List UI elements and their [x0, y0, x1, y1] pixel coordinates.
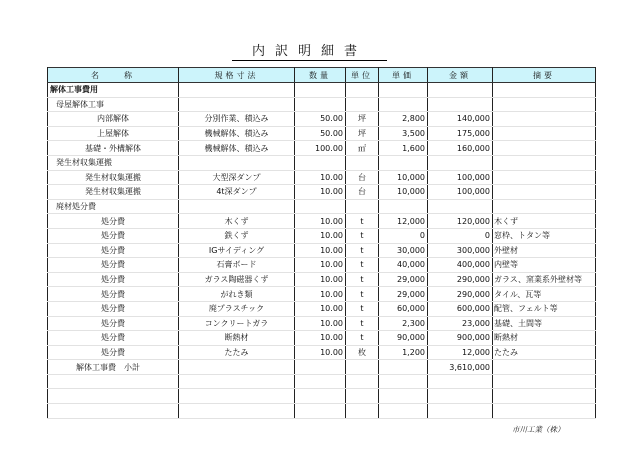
item-name-cell: 処分費	[48, 228, 179, 243]
col-header-amount: 金額	[428, 68, 493, 83]
spec-cell: 廃プラスチック	[179, 301, 295, 316]
quantity-cell	[295, 199, 346, 214]
unit-cell	[346, 155, 379, 170]
item-name-cell: 処分費	[48, 331, 179, 346]
amount-cell	[428, 97, 493, 112]
remarks-cell	[493, 126, 596, 141]
unit-price-cell: 12,000	[379, 214, 428, 229]
unit-price-cell: 3,500	[379, 126, 428, 141]
item-name-cell: 解体工事費用	[48, 83, 179, 98]
remarks-cell: 断熱材	[493, 331, 596, 346]
col-header-name: 名 称	[48, 68, 179, 83]
item-name-cell: 発生材収集運搬	[48, 185, 179, 200]
quantity-cell: 10.00	[295, 287, 346, 302]
table-row	[48, 214, 596, 229]
remarks-cell: 木くず	[493, 214, 596, 229]
table-row	[48, 374, 596, 389]
unit-price-cell: 10,000	[379, 170, 428, 185]
remarks-cell	[493, 360, 596, 375]
item-name-cell	[48, 404, 179, 419]
unit-cell: t	[346, 272, 379, 287]
unit-price-cell: 30,000	[379, 243, 428, 258]
remarks-cell: 窓枠、トタン等	[493, 228, 596, 243]
unit-cell	[346, 360, 379, 375]
amount-cell: 12,000	[428, 345, 493, 360]
amount-cell: 600,000	[428, 301, 493, 316]
unit-price-cell: 2,300	[379, 316, 428, 331]
table-row	[48, 83, 596, 98]
unit-cell	[346, 374, 379, 389]
spec-cell: たたみ	[179, 345, 295, 360]
table-row	[48, 199, 596, 214]
spec-cell	[179, 360, 295, 375]
table-row	[48, 345, 596, 360]
unit-price-cell	[379, 404, 428, 419]
spec-cell: 機械解体、積込み	[179, 141, 295, 156]
spec-cell: 木くず	[179, 214, 295, 229]
item-name-cell: 処分費	[48, 214, 179, 229]
item-name-cell: 処分費	[48, 258, 179, 273]
amount-cell: 900,000	[428, 331, 493, 346]
unit-price-cell	[379, 97, 428, 112]
spec-cell: コンクリートガラ	[179, 316, 295, 331]
table-row	[48, 243, 596, 258]
unit-cell: 台	[346, 170, 379, 185]
unit-price-cell: 10,000	[379, 185, 428, 200]
amount-cell	[428, 389, 493, 404]
amount-cell: 290,000	[428, 287, 493, 302]
unit-cell	[346, 389, 379, 404]
unit-cell	[346, 199, 379, 214]
document-title: 内訳明細書	[232, 40, 387, 61]
unit-price-cell: 0	[379, 228, 428, 243]
unit-cell: 坪	[346, 112, 379, 127]
company-name: 市川工業（株）	[512, 425, 565, 434]
unit-price-cell: 1,200	[379, 345, 428, 360]
spec-cell: 大型深ダンプ	[179, 170, 295, 185]
table-row	[48, 97, 596, 112]
unit-price-cell: 40,000	[379, 258, 428, 273]
quantity-cell: 10.00	[295, 272, 346, 287]
remarks-cell	[493, 170, 596, 185]
item-name-cell	[48, 389, 179, 404]
amount-cell: 3,610,000	[428, 360, 493, 375]
spec-cell: IGサイディング	[179, 243, 295, 258]
item-name-cell: 処分費	[48, 301, 179, 316]
header-row	[48, 68, 596, 83]
quantity-cell: 10.00	[295, 243, 346, 258]
unit-cell: t	[346, 243, 379, 258]
spec-cell: がれき類	[179, 287, 295, 302]
item-name-cell: 処分費	[48, 272, 179, 287]
amount-cell: 120,000	[428, 214, 493, 229]
quantity-cell: 50.00	[295, 112, 346, 127]
spec-cell: 鉄くず	[179, 228, 295, 243]
unit-cell	[346, 97, 379, 112]
item-name-cell: 発生材収集運搬	[48, 170, 179, 185]
col-header-qty: 数量	[295, 68, 346, 83]
spec-cell: 断熱材	[179, 331, 295, 346]
amount-cell	[428, 83, 493, 98]
table-row	[48, 360, 596, 375]
remarks-cell: 配管、フェルト等	[493, 301, 596, 316]
spec-cell	[179, 389, 295, 404]
item-name-cell: 母屋解体工事	[48, 97, 179, 112]
quantity-cell	[295, 97, 346, 112]
quantity-cell: 10.00	[295, 258, 346, 273]
amount-cell: 140,000	[428, 112, 493, 127]
unit-price-cell	[379, 389, 428, 404]
breakdown-table	[47, 67, 596, 419]
amount-cell: 400,000	[428, 258, 493, 273]
item-name-cell: 廃材処分費	[48, 199, 179, 214]
quantity-cell: 10.00	[295, 185, 346, 200]
unit-price-cell	[379, 83, 428, 98]
spec-cell	[179, 199, 295, 214]
spec-cell: 石膏ボード	[179, 258, 295, 273]
table-row	[48, 404, 596, 419]
unit-cell: t	[346, 214, 379, 229]
remarks-cell	[493, 155, 596, 170]
remarks-cell	[493, 97, 596, 112]
quantity-cell: 10.00	[295, 345, 346, 360]
item-name-cell: 処分費	[48, 345, 179, 360]
item-name-cell: 発生材収集運搬	[48, 155, 179, 170]
unit-cell	[346, 404, 379, 419]
remarks-cell	[493, 141, 596, 156]
spec-cell: 分別作業、積込み	[179, 112, 295, 127]
quantity-cell	[295, 360, 346, 375]
remarks-cell: ガラス、窯業系外壁材等	[493, 272, 596, 287]
remarks-cell	[493, 185, 596, 200]
table-row	[48, 185, 596, 200]
unit-cell: 坪	[346, 126, 379, 141]
remarks-cell	[493, 112, 596, 127]
quantity-cell: 100.00	[295, 141, 346, 156]
quantity-cell	[295, 374, 346, 389]
table-row	[48, 316, 596, 331]
quantity-cell: 50.00	[295, 126, 346, 141]
spec-cell: ガラス陶磁器くず	[179, 272, 295, 287]
unit-cell: 枚	[346, 345, 379, 360]
table-row	[48, 228, 596, 243]
unit-price-cell: 1,600	[379, 141, 428, 156]
unit-price-cell	[379, 360, 428, 375]
table-row	[48, 287, 596, 302]
amount-cell: 175,000	[428, 126, 493, 141]
item-name-cell: 処分費	[48, 243, 179, 258]
table-row	[48, 331, 596, 346]
amount-cell	[428, 374, 493, 389]
spec-cell	[179, 97, 295, 112]
col-header-spec: 規格寸法	[179, 68, 295, 83]
remarks-cell: 外壁材	[493, 243, 596, 258]
col-header-price: 単価	[379, 68, 428, 83]
spec-cell	[179, 83, 295, 98]
unit-price-cell: 29,000	[379, 272, 428, 287]
quantity-cell	[295, 83, 346, 98]
unit-cell: 台	[346, 185, 379, 200]
spec-cell: 機械解体、積込み	[179, 126, 295, 141]
amount-cell: 160,000	[428, 141, 493, 156]
item-name-cell: 内部解体	[48, 112, 179, 127]
remarks-cell	[493, 83, 596, 98]
spec-cell	[179, 404, 295, 419]
item-name-cell: 処分費	[48, 287, 179, 302]
unit-price-cell	[379, 155, 428, 170]
remarks-cell	[493, 404, 596, 419]
table-row	[48, 112, 596, 127]
quantity-cell: 10.00	[295, 170, 346, 185]
table-row	[48, 141, 596, 156]
table-row	[48, 126, 596, 141]
remarks-cell	[493, 374, 596, 389]
table-row	[48, 155, 596, 170]
spec-cell	[179, 155, 295, 170]
col-header-unit: 単位	[346, 68, 379, 83]
amount-cell	[428, 404, 493, 419]
unit-cell: t	[346, 301, 379, 316]
remarks-cell	[493, 389, 596, 404]
remarks-cell: 基礎、土間等	[493, 316, 596, 331]
table-row	[48, 389, 596, 404]
unit-price-cell: 90,000	[379, 331, 428, 346]
unit-cell: ㎡	[346, 141, 379, 156]
quantity-cell: 10.00	[295, 331, 346, 346]
spec-cell: 4t深ダンプ	[179, 185, 295, 200]
spec-cell	[179, 374, 295, 389]
amount-cell: 100,000	[428, 185, 493, 200]
quantity-cell	[295, 404, 346, 419]
table-row	[48, 170, 596, 185]
amount-cell: 290,000	[428, 272, 493, 287]
unit-price-cell: 29,000	[379, 287, 428, 302]
remarks-cell: たたみ	[493, 345, 596, 360]
unit-cell: t	[346, 287, 379, 302]
table-row	[48, 258, 596, 273]
quantity-cell: 10.00	[295, 228, 346, 243]
quantity-cell	[295, 389, 346, 404]
col-header-remarks: 摘要	[493, 68, 596, 83]
amount-cell	[428, 199, 493, 214]
unit-cell	[346, 83, 379, 98]
item-name-cell: 解体工事費 小計	[48, 360, 179, 375]
quantity-cell: 10.00	[295, 316, 346, 331]
item-name-cell	[48, 374, 179, 389]
quantity-cell	[295, 155, 346, 170]
amount-cell	[428, 155, 493, 170]
unit-price-cell	[379, 199, 428, 214]
amount-cell: 23,000	[428, 316, 493, 331]
amount-cell: 300,000	[428, 243, 493, 258]
remarks-cell: 内壁等	[493, 258, 596, 273]
quantity-cell: 10.00	[295, 214, 346, 229]
quantity-cell: 10.00	[295, 301, 346, 316]
remarks-cell	[493, 199, 596, 214]
unit-price-cell: 60,000	[379, 301, 428, 316]
amount-cell: 100,000	[428, 170, 493, 185]
table-row	[48, 301, 596, 316]
unit-cell: t	[346, 316, 379, 331]
unit-cell: t	[346, 258, 379, 273]
item-name-cell: 基礎・外構解体	[48, 141, 179, 156]
unit-cell: t	[346, 331, 379, 346]
amount-cell: 0	[428, 228, 493, 243]
unit-price-cell: 2,800	[379, 112, 428, 127]
item-name-cell: 処分費	[48, 316, 179, 331]
remarks-cell: タイル、瓦等	[493, 287, 596, 302]
unit-cell: t	[346, 228, 379, 243]
item-name-cell: 上屋解体	[48, 126, 179, 141]
unit-price-cell	[379, 374, 428, 389]
table-row	[48, 272, 596, 287]
